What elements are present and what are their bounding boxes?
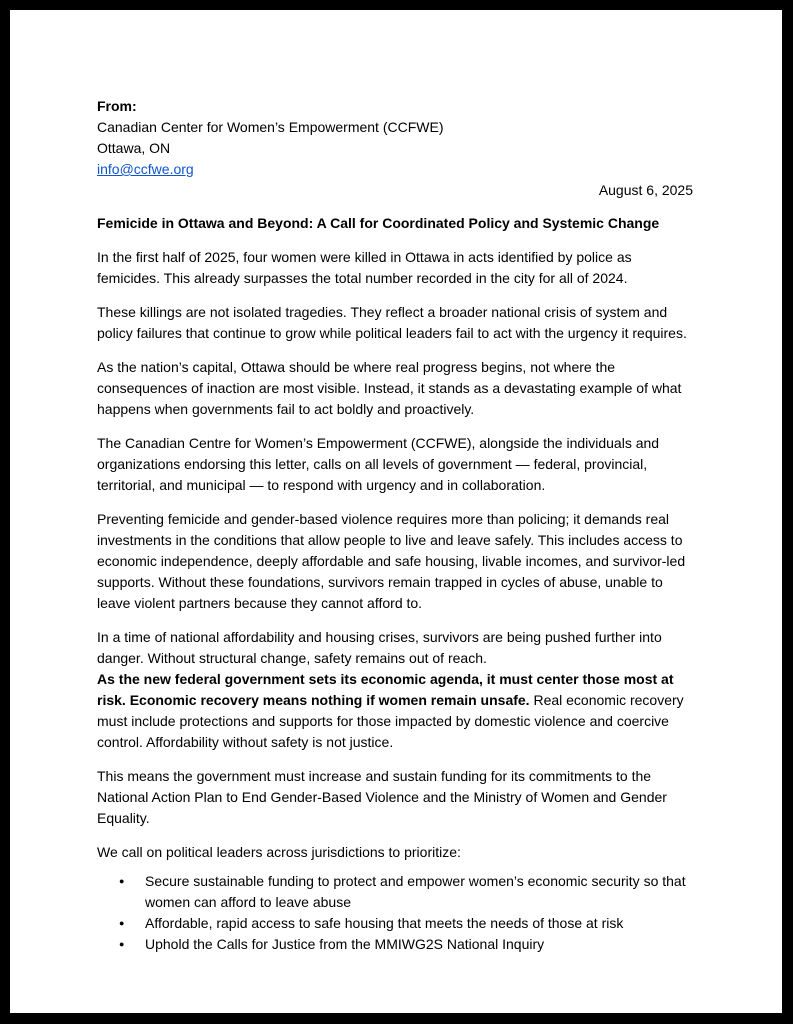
paragraph: In a time of national affordability and housing crises, survivors are being pushed further into danger. Without structural change, safety remains out of reach. — [97, 629, 662, 666]
sender-email-link[interactable]: info@ccfwe.org — [97, 161, 194, 177]
sender-location: Ottawa, ON — [97, 140, 171, 156]
letter-page — [10, 10, 782, 1013]
paragraph: The Canadian Centre for Women’s Empowerment (CCFWE), alongside the individuals and organizations endorsing this letter, calls on all levels of government — federal, provincial, territorial, and municipal — to respond with urgency and in collaboration. — [97, 435, 660, 493]
emphasis-paragraph — [97, 669, 693, 753]
paragraph: We call on political leaders across jurisdictions to prioritize: — [97, 844, 461, 860]
paragraph: These killings are not isolated tragedies. They reflect a broader national crisis of system and policy failures that continue to grow while political leaders fail to act with the urgency it requires. — [97, 304, 687, 341]
letter-title: Femicide in Ottawa and Beyond: A Call for Coordinated Policy and Systemic Change — [97, 215, 660, 231]
paragraph: Preventing femicide and gender-based violence requires more than policing; it demands real investments in the conditions that allow people to live and leave safely. This includes access to economic independence, deeply affordable and safe housing, livable incomes, and survivor-led supports. Without these foundations, survivors remain trapped in cycles of abuse, unable to leave violent partners because they cannot afford to. — [97, 511, 686, 611]
paragraphs-bottom — [97, 766, 693, 863]
paragraph: This means the government must increase and sustain funding for its commitments to the National Action Plan to End Gender-Based Violence and the Ministry of Women and Gender Equality. — [97, 768, 667, 826]
letter-body — [97, 96, 693, 955]
priority-list-item: ● Secure sustainable funding to protect and empower women’s economic security so that women can afford to leave abuse — [145, 871, 693, 913]
paragraph: In the first half of 2025, four women were killed in Ottawa in acts identified by police as femicides. This already surpasses the total number recorded in the city for all of 2024. — [97, 249, 632, 286]
paragraphs-top — [97, 247, 693, 669]
letter-date: August 6, 2025 — [598, 182, 693, 198]
paragraph: As the nation’s capital, Ottawa should be where real progress begins, not where the consequences of inaction are most visible. Instead, it stands as a devastating example of what happens when governments fail to act boldly and proactively. — [97, 359, 682, 417]
sender-org-name: Canadian Center for Women’s Empowerment (CCFWE) — [97, 119, 444, 135]
priority-list-item: ● Uphold the Calls for Justice from the MMIWG2S National Inquiry — [145, 934, 693, 955]
from-label: From: — [97, 98, 137, 114]
emphasis-regular-text: Real economic recovery must include protections and supports for those impacted by domestic violence and coercive control. Affordability without safety is not justice. — [97, 692, 684, 750]
priority-list — [97, 871, 693, 955]
priority-list-item: ● Affordable, rapid access to safe housing that meets the needs of those at risk — [145, 913, 693, 934]
emphasis-bold-text: As the new federal government sets its economic agenda, it must center those most at risk. Economic recovery means nothing if women remain unsafe. — [97, 671, 674, 708]
